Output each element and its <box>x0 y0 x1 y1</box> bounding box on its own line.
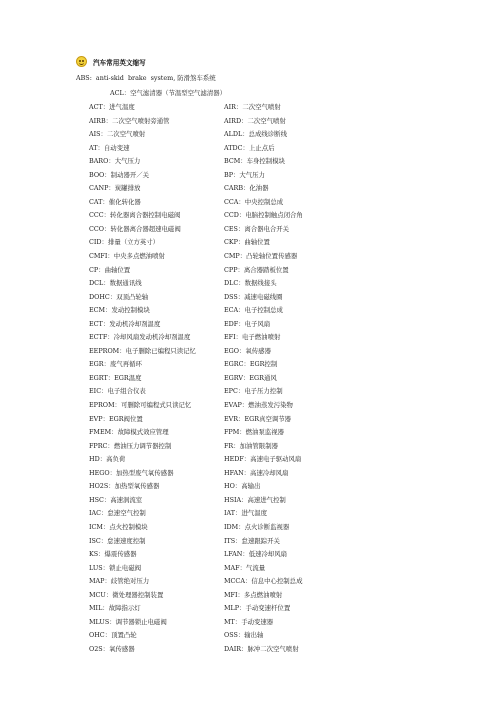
abbr-right: ATDC：上止点后 <box>224 143 275 152</box>
abbr-right: CCD：电脑控制触点闭合角 <box>224 211 303 220</box>
abbr-left: EIC：电子组合仪表 <box>89 387 146 396</box>
list-item <box>0 142 496 156</box>
list-item <box>0 440 496 454</box>
abbr-right: MFI：多点燃油喷射 <box>224 590 283 599</box>
doc-title: 汽车常用英文缩写 <box>93 58 146 67</box>
abbr-right: FR：加油管限制器 <box>224 441 278 450</box>
list-item <box>0 507 496 521</box>
abbr-left: LUS：锁止电磁阀 <box>89 563 142 572</box>
smiley-icon <box>76 56 87 67</box>
list-item <box>0 399 496 413</box>
list-item <box>0 223 496 237</box>
abbr-left: ACT：进气温度 <box>89 103 135 111</box>
abbr-left: OHC：顶置凸轮 <box>89 631 137 640</box>
list-item <box>0 182 496 196</box>
abbr-left: HSC：高速涡流室 <box>89 495 143 504</box>
list-item <box>0 115 496 129</box>
abbr-right: MLP：手动变速杆位置 <box>224 604 291 613</box>
abbr-right: ITS：怠速跟踪开关 <box>224 536 280 545</box>
abbr-left: ECT：发动机冷却剂温度 <box>89 319 161 328</box>
list-item <box>0 602 496 616</box>
list-item <box>0 318 496 332</box>
abbr-left: BARO：大气压力 <box>89 157 141 166</box>
abbr-right: CMP：凸轮轴位置传感器 <box>224 252 298 261</box>
abbr-right: EFI：电子燃油喷射 <box>224 333 281 342</box>
abbr-right: HEDF：高速电子驱动风扇 <box>224 455 302 464</box>
abbr-right: IDM：点火诊断监视器 <box>224 522 290 531</box>
list-item <box>0 264 496 278</box>
abbr-left: HEGO：加热型废气氧传感器 <box>89 468 174 477</box>
list-item <box>0 169 496 183</box>
abbr-left: EGR：废气再循环 <box>89 360 142 369</box>
list-item <box>0 196 496 210</box>
abbr-left: EVP：EGR阀位置 <box>89 414 143 423</box>
abbr-left: CID：排量（立方英寸） <box>89 238 160 247</box>
list-item <box>0 277 496 291</box>
abbr-right: MAF：气流量 <box>224 563 266 572</box>
list-item <box>0 535 496 549</box>
abbr-left: MIL：故障指示灯 <box>89 604 141 613</box>
abbr-left: HD：高负荷 <box>89 455 126 464</box>
abbr-left: MAP：歧管绝对压力 <box>89 577 150 586</box>
abbr-right: CARB：化油器 <box>224 184 269 193</box>
list-item <box>0 101 496 115</box>
abbr-right: AIR：二次空气喷射 <box>224 103 281 111</box>
header <box>76 56 146 67</box>
abbr-right: CCA：中央控制总成 <box>224 197 284 206</box>
abbr-right: HO：高输出 <box>224 482 261 491</box>
abbr-left: CANP：炭罐排放 <box>89 184 141 193</box>
abbr-left: CMFI：中央多点燃油喷射 <box>89 252 165 261</box>
abbr-right: DSS：减速电磁线圈 <box>224 292 283 301</box>
intro-acl: ACL：空气滤清器（节温型空气滤清器） <box>110 89 226 97</box>
list-item <box>0 385 496 399</box>
list-item <box>0 358 496 372</box>
abbr-right: MT：手动变速器 <box>224 617 274 626</box>
list-item <box>0 467 496 481</box>
abbr-right: ECA：电子控制总成 <box>224 306 283 315</box>
abbr-left: EEPROM：电子删除已编程只读记忆 <box>89 346 196 355</box>
list-item <box>0 575 496 589</box>
abbr-right: EGRC：EGR控制 <box>224 360 278 369</box>
list-item <box>0 589 496 603</box>
abbr-left: DCL：数据通讯线 <box>89 279 142 288</box>
abbr-left: ECTF：冷却风扇发动机冷却剂温度 <box>89 333 191 342</box>
abbr-right: EDF：电子风扇 <box>224 319 271 328</box>
abbr-left: O2S：氧传感器 <box>89 644 135 653</box>
abbr-left: BOO：制动器开／关 <box>89 170 150 179</box>
abbr-left: DOHC：双顶凸轮轴 <box>89 292 149 301</box>
list-item <box>0 643 496 657</box>
list-item <box>0 494 496 508</box>
abbreviation-list <box>0 101 496 656</box>
abbr-left: AIRB：二次空气喷射旁通管 <box>89 116 170 125</box>
abbr-right: EVAP：燃油蒸发污染物 <box>224 401 293 410</box>
abbr-right: BP：大气压力 <box>224 170 265 179</box>
list-item <box>0 426 496 440</box>
list-item <box>0 616 496 630</box>
abbr-left: CCO：转化器离合器超速电磁阀 <box>89 224 181 233</box>
abbr-right: BCM：车身控制模块 <box>224 157 285 166</box>
abbr-left: CP：曲轴位置 <box>89 265 131 274</box>
list-item <box>0 629 496 643</box>
intro-abs: ABS: anti-skid brake system, 防滑煞车系统 <box>76 74 216 82</box>
abbr-right: EGO：氧传感器 <box>224 346 271 355</box>
list-item <box>0 128 496 142</box>
abbr-right: CPP：离合器踏板位置 <box>224 265 289 274</box>
abbr-left: AIS：二次空气喷射 <box>89 130 146 139</box>
list-item <box>0 155 496 169</box>
list-item <box>0 372 496 386</box>
abbr-left: CCC：转化器离合器控制电磁阀 <box>89 211 181 220</box>
abbr-right: LFAN：低速冷却风扇 <box>224 550 288 559</box>
list-item <box>0 291 496 305</box>
abbr-left: FPRC：燃油压力调节器控制 <box>89 441 172 450</box>
abbr-left: MCU：微处理器控制装置 <box>89 590 164 599</box>
list-item <box>0 304 496 318</box>
abbr-left: IAC：怠速空气控制 <box>89 509 146 518</box>
abbr-right: CKP：曲轴位置 <box>224 238 270 247</box>
abbr-right: OSS：输出轴 <box>224 631 264 640</box>
list-item <box>0 413 496 427</box>
abbr-right: ALDL：总成线诊断线 <box>224 130 287 139</box>
list-item <box>0 548 496 562</box>
abbr-right: DAIR：脉冲二次空气喷射 <box>224 644 299 653</box>
abbr-left: CAT：催化转化器 <box>89 197 141 206</box>
abbr-left: EPROM：可删除可编程式只读记忆 <box>89 401 192 410</box>
abbr-right: EVR：EGR真空调节器 <box>224 414 292 423</box>
list-item <box>0 453 496 467</box>
abbr-right: CES：离合器电合开关 <box>224 224 290 233</box>
list-item <box>0 345 496 359</box>
abbr-left: EGRT：EGR温度 <box>89 373 142 382</box>
abbr-right: DLC：数据线接头 <box>224 279 277 288</box>
list-item <box>0 521 496 535</box>
abbr-right: IAT：进气温度 <box>224 509 268 518</box>
abbr-left: ISC：怠速速度控制 <box>89 536 146 545</box>
list-item <box>0 480 496 494</box>
abbr-left: MLUS：调节器锁止电磁阀 <box>89 617 167 626</box>
abbr-left: AT：自动变速 <box>89 143 130 152</box>
abbr-right: HSIA：高速进气控制 <box>224 495 286 504</box>
abbr-left: ECM：发动控制模块 <box>89 306 150 315</box>
abbr-left: FMEM：故障模式效应管理 <box>89 428 169 437</box>
list-item <box>0 209 496 223</box>
abbr-right: EPC：电子压力控制 <box>224 387 283 396</box>
list-item <box>0 331 496 345</box>
list-item <box>0 250 496 264</box>
abbr-left: KS：爆震传感器 <box>89 550 137 559</box>
abbr-left: ICM：点火控制模块 <box>89 522 148 531</box>
abbr-right: MCCA：信息中心控制总成 <box>224 577 303 586</box>
abbr-right: FPM：燃油泵监视器 <box>224 428 285 437</box>
abbr-right: AIRD：二次空气喷射 <box>224 116 286 125</box>
list-item <box>0 562 496 576</box>
abbr-right: HFAN：高速冷却风扇 <box>224 468 289 477</box>
list-item <box>0 236 496 250</box>
abbr-right: EGRV：EGR通风 <box>224 373 277 382</box>
abbr-left: HO2S：加热型氧传感器 <box>89 482 160 491</box>
